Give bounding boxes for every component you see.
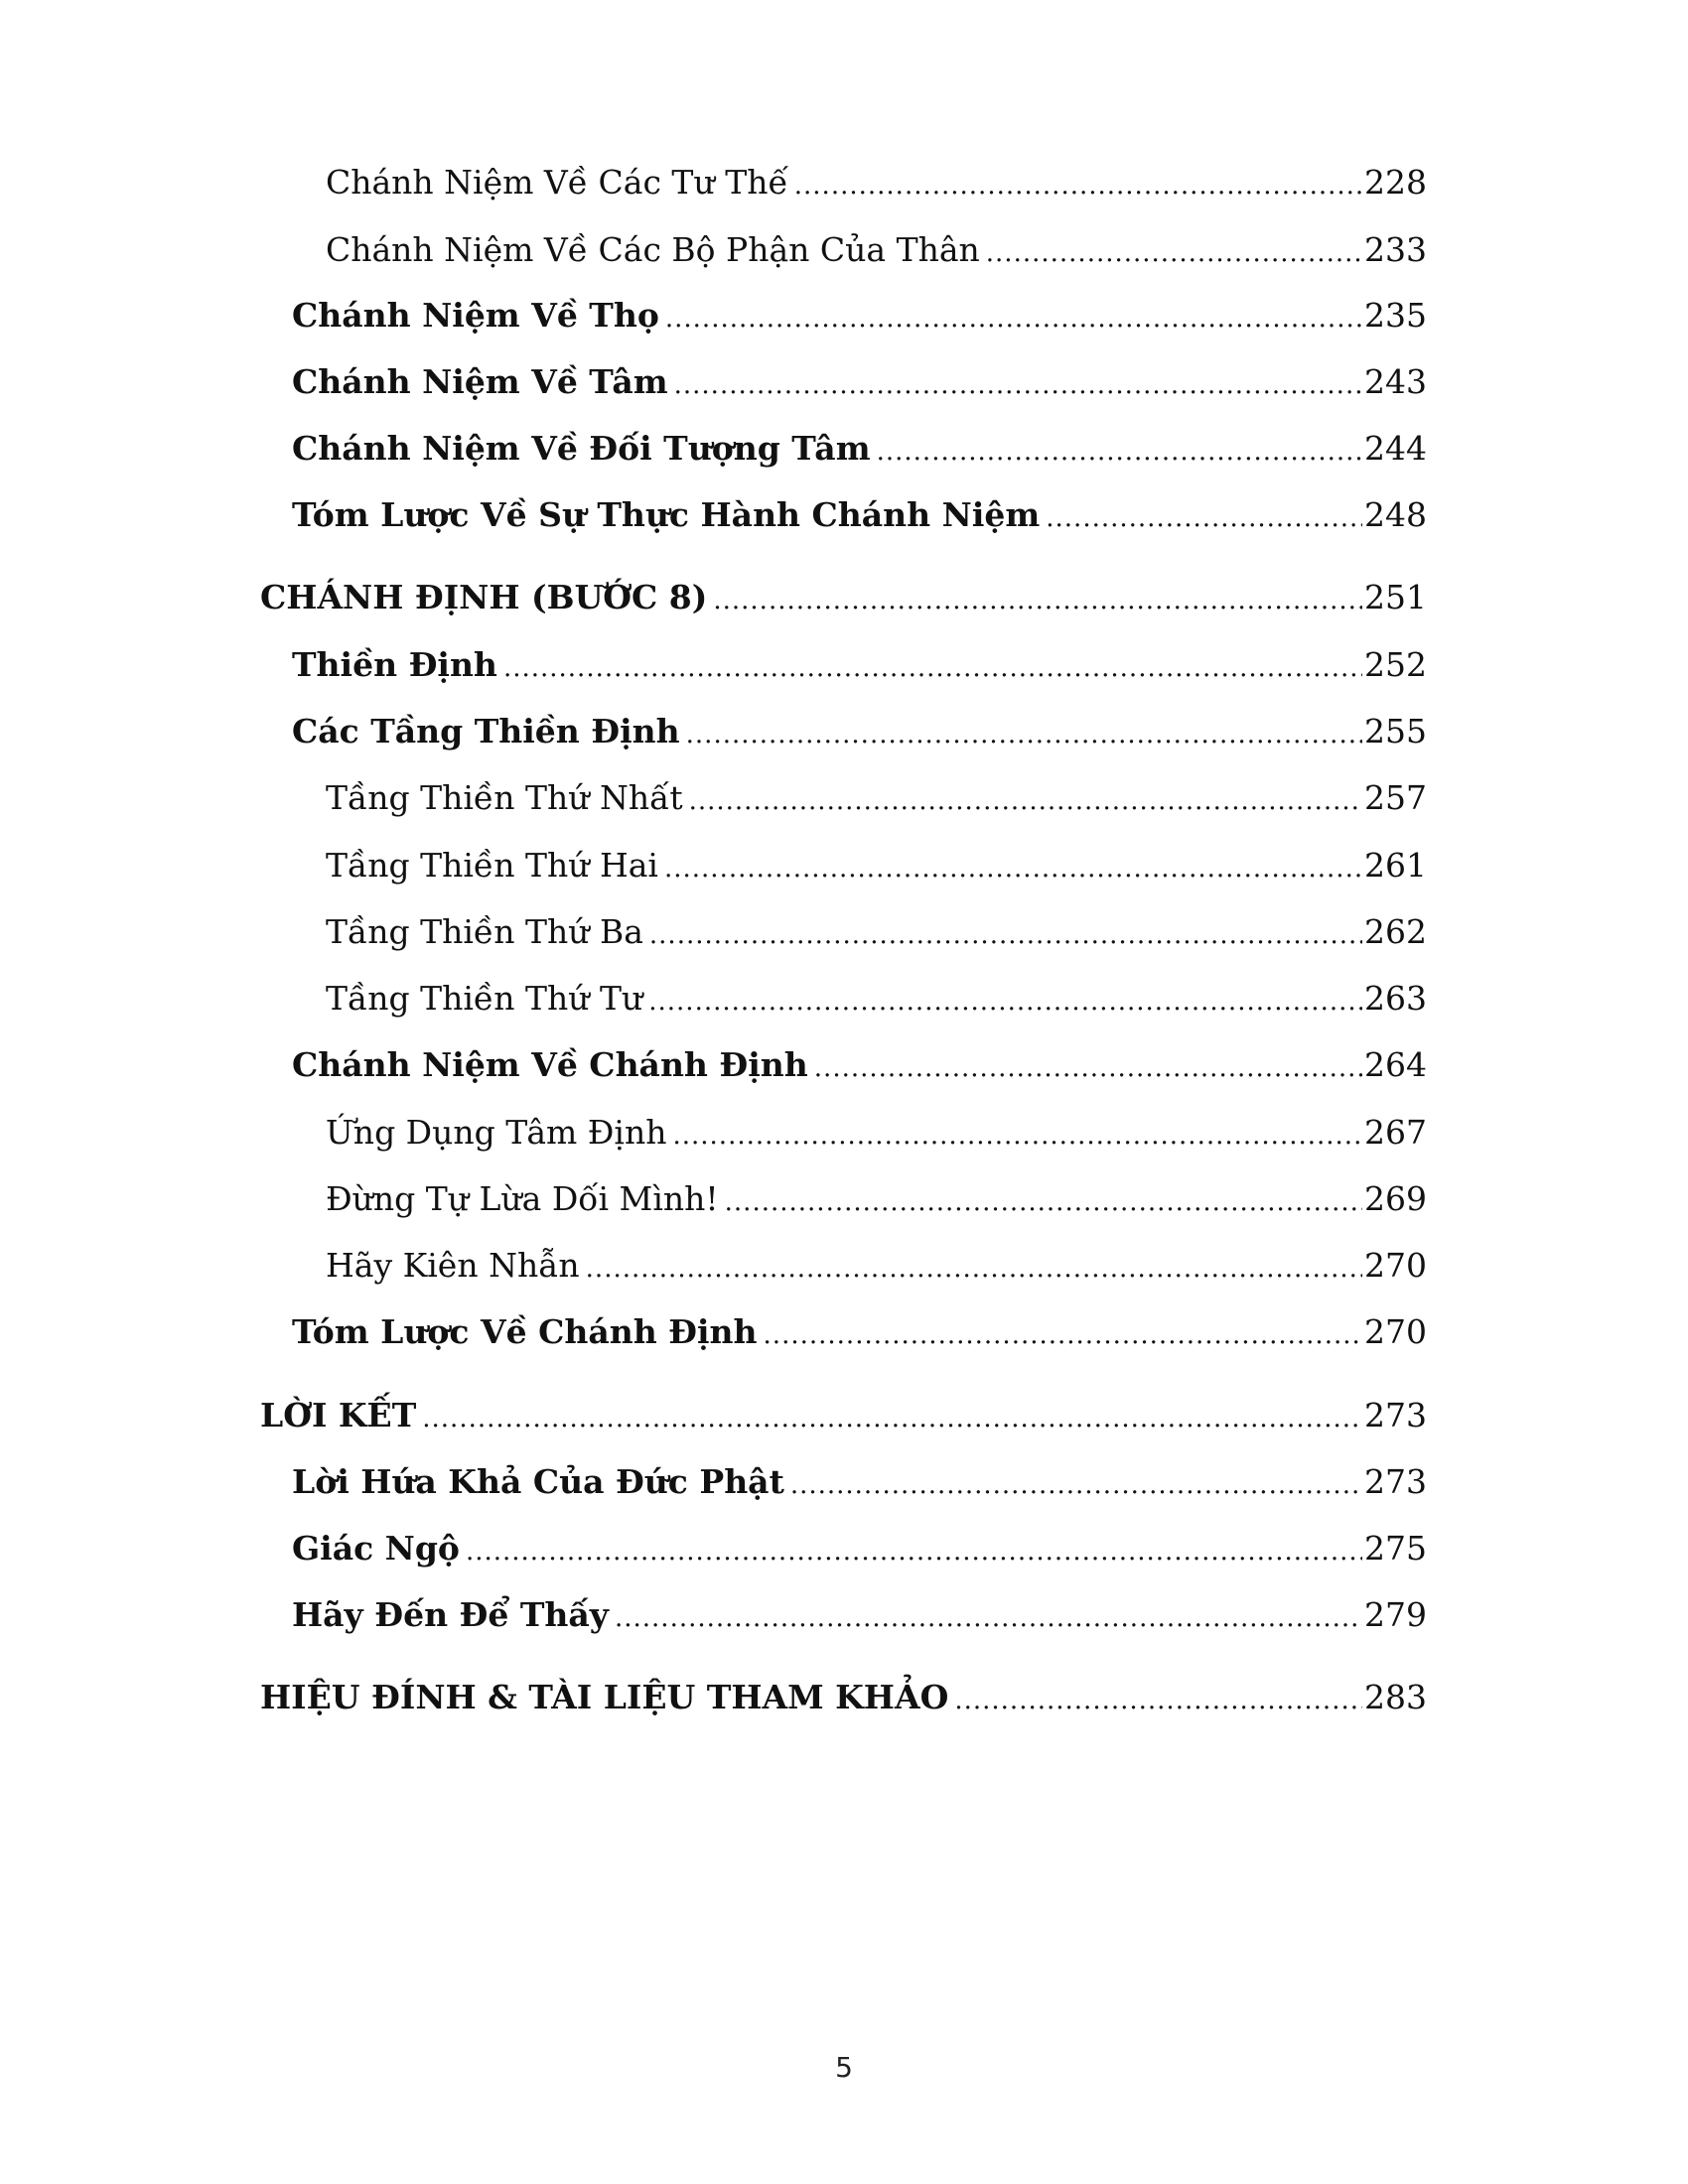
toc-entry-page: 261 xyxy=(1364,846,1427,885)
toc-entry-page: 233 xyxy=(1364,230,1427,269)
toc-entry-title: Các Tầng Thiền Định xyxy=(292,712,680,751)
toc-dot-leader xyxy=(689,777,1362,825)
toc-dot-leader xyxy=(422,1395,1362,1442)
toc-entry-page: 257 xyxy=(1364,778,1427,817)
toc-dot-leader xyxy=(664,845,1362,892)
toc-entry-page: 270 xyxy=(1364,1246,1427,1285)
toc-entry[interactable] xyxy=(292,491,1427,539)
toc-entry[interactable] xyxy=(260,574,1427,621)
toc-entry-title: Chánh Niệm Về Đối Tượng Tâm xyxy=(292,429,871,468)
toc-entry[interactable] xyxy=(260,1674,1427,1721)
toc-entry-title: Hãy Kiên Nhẫn xyxy=(326,1246,580,1285)
toc-entry-page: 267 xyxy=(1364,1113,1427,1152)
toc-entry[interactable] xyxy=(326,975,1427,1023)
toc-entry-page: 273 xyxy=(1364,1462,1427,1501)
toc-dot-leader xyxy=(790,1461,1362,1509)
toc-entry[interactable] xyxy=(326,159,1427,206)
toc-entry[interactable] xyxy=(292,1591,1427,1639)
toc-entry[interactable] xyxy=(326,908,1427,956)
toc-entry[interactable] xyxy=(326,842,1427,889)
toc-entry[interactable] xyxy=(326,1242,1427,1290)
toc-dot-leader xyxy=(877,428,1362,476)
toc-entry-title: Tầng Thiền Thứ Hai xyxy=(326,846,658,885)
toc-entry-title: Tầng Thiền Thứ Ba xyxy=(326,912,643,951)
toc-entry[interactable] xyxy=(292,1308,1427,1356)
toc-entry-page: 243 xyxy=(1364,362,1427,401)
toc-entry[interactable] xyxy=(326,774,1427,822)
toc-entry-page: 270 xyxy=(1364,1312,1427,1351)
toc-entry-title: LỜI KẾT xyxy=(260,1396,417,1434)
toc-entry-title: Tầng Thiền Thứ Tư xyxy=(326,979,643,1018)
toc-entry-page: 263 xyxy=(1364,979,1427,1018)
toc-entry-page: 235 xyxy=(1364,296,1427,335)
toc-entry-page: 244 xyxy=(1364,429,1427,468)
toc-entry-page: 273 xyxy=(1364,1396,1427,1434)
toc-entry[interactable] xyxy=(326,226,1427,274)
toc-dot-leader xyxy=(466,1528,1362,1575)
toc-dot-leader xyxy=(665,295,1362,342)
toc-entry[interactable] xyxy=(292,1525,1427,1572)
toc-entry-page: 264 xyxy=(1364,1045,1427,1084)
toc-dot-leader xyxy=(615,1594,1362,1642)
toc-entry-page: 255 xyxy=(1364,712,1427,751)
toc-dot-leader xyxy=(672,1112,1362,1160)
toc-dot-leader xyxy=(674,361,1362,409)
toc-entry-title: Tóm Lược Về Sự Thực Hành Chánh Niệm xyxy=(292,495,1041,534)
toc-entry-title: Giác Ngộ xyxy=(292,1529,460,1568)
toc-entry[interactable] xyxy=(292,641,1427,689)
toc-entry-page: 275 xyxy=(1364,1529,1427,1568)
toc-entry-title: Lời Hứa Khả Của Đức Phật xyxy=(292,1462,784,1501)
toc-entry[interactable] xyxy=(292,708,1427,755)
toc-entry-page: 269 xyxy=(1364,1179,1427,1218)
toc-entry[interactable] xyxy=(292,1041,1427,1089)
toc-dot-leader xyxy=(648,978,1362,1025)
toc-entry-title: Chánh Niệm Về Chánh Định xyxy=(292,1045,808,1084)
toc-entry-page: 248 xyxy=(1364,495,1427,534)
toc-entry-title: Thiền Định xyxy=(292,645,497,684)
toc-entry-page: 252 xyxy=(1364,645,1427,684)
toc-dot-leader xyxy=(649,911,1362,959)
toc-entry-title: Hãy Đến Để Thấy xyxy=(292,1595,609,1634)
toc-entry-title: Ứng Dụng Tâm Định xyxy=(326,1113,667,1152)
page-number: 5 xyxy=(835,2051,853,2084)
toc-dot-leader xyxy=(503,644,1362,692)
toc-entry-title: Chánh Niệm Về Thọ xyxy=(292,296,659,335)
toc-dot-leader xyxy=(725,1178,1362,1226)
toc-entry-page: 262 xyxy=(1364,912,1427,951)
toc-dot-leader xyxy=(764,1311,1362,1359)
toc-entry-title: Chánh Niệm Về Các Tư Thế xyxy=(326,163,788,202)
toc-dot-leader xyxy=(794,162,1362,209)
toc-entry-page: 228 xyxy=(1364,163,1427,202)
toc-dot-leader xyxy=(586,1245,1362,1293)
toc-entry[interactable] xyxy=(326,1109,1427,1157)
toc-dot-leader xyxy=(814,1044,1362,1092)
toc-entry[interactable] xyxy=(260,1392,1427,1439)
toc-entry[interactable] xyxy=(292,1458,1427,1506)
toc-dot-leader xyxy=(954,1677,1362,1724)
toc-entry[interactable] xyxy=(326,1175,1427,1223)
toc-entry-title: Tầng Thiền Thứ Nhất xyxy=(326,778,683,817)
toc-entry-page: 283 xyxy=(1364,1678,1427,1716)
toc-entry-page: 279 xyxy=(1364,1595,1427,1634)
toc-entry-title: CHÁNH ĐỊNH (BƯỚC 8) xyxy=(260,578,708,616)
toc-dot-leader xyxy=(986,229,1362,277)
toc-entry-page: 251 xyxy=(1364,578,1427,616)
toc-entry-title: Chánh Niệm Về Các Bộ Phận Của Thân xyxy=(326,230,980,269)
toc-dot-leader xyxy=(1046,494,1362,542)
toc-entry[interactable] xyxy=(292,292,1427,340)
toc-entry[interactable] xyxy=(292,358,1427,406)
toc-entry-title: Đừng Tự Lừa Dối Mình! xyxy=(326,1179,719,1218)
toc-entry[interactable] xyxy=(292,425,1427,473)
toc-dot-leader xyxy=(713,577,1362,624)
toc-entry-title: Tóm Lược Về Chánh Định xyxy=(292,1312,758,1351)
toc-dot-leader xyxy=(686,711,1362,758)
toc-entry-title: HIỆU ĐÍNH & TÀI LIỆU THAM KHẢO xyxy=(260,1678,949,1716)
toc-entry-title: Chánh Niệm Về Tâm xyxy=(292,362,668,401)
